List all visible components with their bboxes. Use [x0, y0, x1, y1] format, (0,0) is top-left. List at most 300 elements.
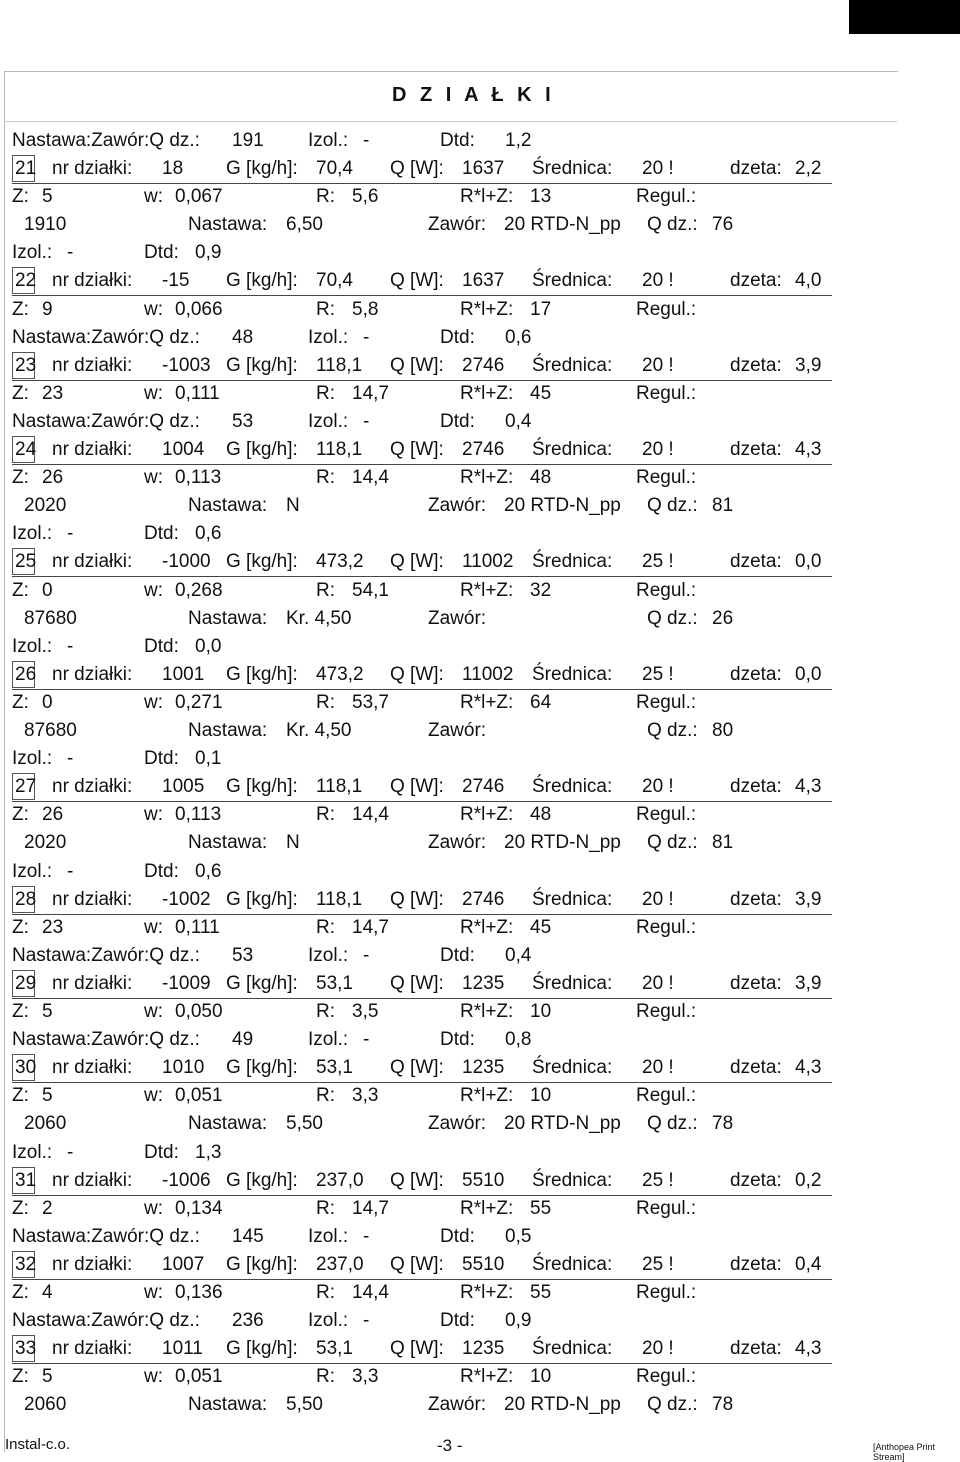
dzeta-label: dzeta:	[730, 664, 782, 685]
plot-header-line	[12, 970, 832, 999]
dzeta-label: dzeta:	[730, 270, 782, 291]
g-value: 70,4	[316, 270, 353, 291]
dtd-label: Dtd:	[440, 945, 475, 966]
footer-page-number: -3 -	[437, 1436, 463, 1455]
w-value: 0,067	[175, 186, 223, 207]
rlz-value: 55	[530, 1198, 552, 1219]
plot-insulation-line	[12, 239, 832, 267]
dzeta-label: dzeta:	[730, 1338, 782, 1359]
r-value: 3,5	[352, 1001, 379, 1022]
q-label: Q [W]:	[390, 776, 444, 797]
page-title: D Z I A Ł K I	[392, 84, 555, 106]
z-value: 0	[42, 692, 53, 713]
plot-number-box: 28	[12, 886, 35, 913]
qdz-value: 78	[712, 1394, 734, 1415]
r-value: 14,4	[352, 804, 389, 825]
dzeta-value: 3,9	[795, 973, 822, 994]
zawor-value: 20 RTD-N_pp	[504, 495, 621, 516]
w-label: w:	[144, 1366, 163, 1387]
plot-number-box: 23	[12, 352, 35, 379]
nr-value: 1010	[162, 1057, 205, 1078]
w-value: 0,113	[175, 467, 222, 488]
r-value: 3,3	[352, 1366, 379, 1387]
rlz-label: R*l+Z:	[460, 1001, 514, 1022]
srednica-label: Średnica:	[532, 551, 613, 572]
izol-value: -	[67, 748, 74, 769]
nastawa-label: Nastawa:	[188, 214, 268, 235]
qdz-label: Q dz.:	[647, 214, 698, 235]
rlz-value: 10	[530, 1001, 552, 1022]
izol-label: Izol.:	[308, 130, 349, 151]
g-label: G [kg/h]:	[226, 664, 298, 685]
plot-header-line	[12, 1167, 832, 1196]
qdz-value: 26	[712, 608, 734, 629]
z-label: Z:	[12, 467, 29, 488]
nastawa-label: Nastawa:	[188, 1394, 268, 1415]
z-value: 2	[42, 1198, 53, 1219]
nr-value: 1005	[162, 776, 205, 797]
zawor-label: Zawór:	[428, 495, 487, 516]
r-label: R:	[316, 383, 335, 404]
w-value: 0,134	[175, 1198, 223, 1219]
g-label: G [kg/h]:	[226, 158, 298, 179]
zawor-label: Zawór:	[428, 1113, 487, 1134]
q-value: 1235	[462, 1057, 505, 1078]
regul-label: Regul.:	[636, 580, 697, 601]
dtd-value: 1,2	[505, 130, 532, 151]
dtd-value: 0,4	[505, 411, 532, 432]
nr-value: 1011	[162, 1338, 203, 1359]
g-label: G [kg/h]:	[226, 270, 298, 291]
plot-header-line	[12, 436, 832, 465]
w-label: w:	[144, 804, 163, 825]
izol-value: -	[363, 1029, 370, 1050]
regul-label: Regul.:	[636, 467, 697, 488]
izol-value: -	[67, 242, 74, 263]
qdz-value: 236	[232, 1310, 264, 1331]
q-value: 11002	[462, 664, 514, 685]
nr-label: nr działki:	[52, 1338, 133, 1359]
g-value: 473,2	[316, 664, 364, 685]
dzeta-label: dzeta:	[730, 776, 782, 797]
rlz-label: R*l+Z:	[460, 1085, 514, 1106]
rlz-value: 10	[530, 1085, 552, 1106]
dzeta-value: 0,4	[795, 1254, 822, 1275]
plot-params-line	[12, 577, 832, 605]
regul-value: 2060	[24, 1113, 67, 1134]
z-value: 0	[42, 580, 53, 601]
srednica-label: Średnica:	[532, 973, 613, 994]
qdz-label: Q dz.:	[647, 720, 698, 741]
dtd-value: 0,0	[195, 636, 222, 657]
rlz-value: 17	[530, 299, 552, 320]
regul-value: 87680	[24, 720, 77, 741]
plot-number-box: 31	[12, 1167, 35, 1194]
w-label: w:	[144, 383, 163, 404]
dtd-label: Dtd:	[440, 411, 475, 432]
srednica-value: 20 !	[642, 973, 674, 994]
plot-summary-line	[12, 942, 832, 970]
plot-valve-line	[12, 1391, 832, 1419]
q-label: Q [W]:	[390, 551, 444, 572]
g-value: 237,0	[316, 1254, 364, 1275]
rlz-label: R*l+Z:	[460, 580, 514, 601]
z-value: 4	[42, 1282, 53, 1303]
r-value: 3,3	[352, 1085, 379, 1106]
r-value: 54,1	[352, 580, 389, 601]
plot-params-line	[12, 1195, 832, 1223]
plot-summary-line	[12, 1307, 832, 1335]
srednica-label: Średnica:	[532, 439, 613, 460]
dtd-label: Dtd:	[440, 1029, 475, 1050]
plot-summary-line	[12, 1223, 832, 1251]
nr-label: nr działki:	[52, 355, 133, 376]
rlz-label: R*l+Z:	[460, 1282, 514, 1303]
r-label: R:	[316, 1085, 335, 1106]
plot-header-line	[12, 352, 832, 381]
dtd-label: Dtd:	[440, 1226, 475, 1247]
plot-params-line	[12, 183, 832, 211]
rlz-label: R*l+Z:	[460, 467, 514, 488]
srednica-label: Średnica:	[532, 158, 613, 179]
g-value: 70,4	[316, 158, 353, 179]
nastawa-value: N	[286, 495, 300, 516]
z-value: 23	[42, 917, 64, 938]
nastawa-label: Nastawa:	[188, 608, 268, 629]
dzeta-value: 4,3	[795, 1338, 822, 1359]
plot-summary-line	[12, 408, 832, 436]
r-value: 14,4	[352, 1282, 389, 1303]
q-label: Q [W]:	[390, 270, 444, 291]
regul-label: Regul.:	[636, 1366, 697, 1387]
g-value: 118,1	[316, 776, 363, 797]
rlz-value: 13	[530, 186, 552, 207]
dzeta-value: 0,2	[795, 1170, 822, 1191]
dtd-label: Dtd:	[440, 130, 475, 151]
dtd-label: Dtd:	[440, 327, 475, 348]
srednica-value: 20 !	[642, 1057, 674, 1078]
izol-value: -	[67, 861, 74, 882]
plot-summary-line	[12, 324, 832, 352]
dtd-label: Dtd:	[440, 1310, 475, 1331]
nastawa-value: Kr. 4,50	[286, 608, 352, 629]
dtd-value: 0,8	[505, 1029, 532, 1050]
dtd-label: Dtd:	[144, 242, 179, 263]
dzeta-label: dzeta:	[730, 551, 782, 572]
qdz-value: 53	[232, 411, 254, 432]
plot-header-line	[12, 548, 832, 577]
qdz-label: Q dz.:	[647, 832, 698, 853]
regul-label: Regul.:	[636, 1085, 697, 1106]
rlz-label: R*l+Z:	[460, 186, 514, 207]
srednica-label: Średnica:	[532, 1338, 613, 1359]
r-label: R:	[316, 580, 335, 601]
g-label: G [kg/h]:	[226, 439, 298, 460]
z-label: Z:	[12, 1282, 29, 1303]
z-label: Z:	[12, 917, 29, 938]
rlz-label: R*l+Z:	[460, 1366, 514, 1387]
plot-header-line	[12, 661, 832, 690]
plot-params-line	[12, 689, 832, 717]
w-label: w:	[144, 186, 163, 207]
regul-label: Regul.:	[636, 383, 697, 404]
r-label: R:	[316, 186, 335, 207]
z-value: 5	[42, 1085, 53, 1106]
regul-label: Regul.:	[636, 299, 697, 320]
g-label: G [kg/h]:	[226, 355, 298, 376]
izol-label: Izol.:	[12, 636, 53, 657]
footer-company: Instal-c.o.	[5, 1436, 71, 1453]
w-label: w:	[144, 467, 163, 488]
srednica-label: Średnica:	[532, 664, 613, 685]
r-value: 14,7	[352, 1198, 389, 1219]
plot-number-box: 30	[12, 1054, 35, 1081]
g-label: G [kg/h]:	[226, 1338, 298, 1359]
z-label: Z:	[12, 299, 29, 320]
srednica-label: Średnica:	[532, 889, 613, 910]
r-value: 14,7	[352, 383, 389, 404]
r-value: 14,7	[352, 917, 389, 938]
qdz-label: Q dz.:	[647, 1113, 698, 1134]
dtd-value: 0,6	[195, 523, 222, 544]
rlz-value: 45	[530, 383, 552, 404]
srednica-label: Średnica:	[532, 776, 613, 797]
plot-number-box: 22	[12, 267, 35, 294]
z-label: Z:	[12, 1001, 29, 1022]
plot-number-box: 21	[12, 155, 35, 182]
zawor-value: 20 RTD-N_pp	[504, 214, 621, 235]
nr-label: nr działki:	[52, 270, 133, 291]
z-value: 23	[42, 383, 64, 404]
nr-value: -1009	[162, 973, 211, 994]
nastawa-value: 5,50	[286, 1394, 323, 1415]
dzeta-label: dzeta:	[730, 439, 782, 460]
qdz-value: 48	[232, 327, 254, 348]
nr-label: nr działki:	[52, 551, 133, 572]
plot-insulation-line	[12, 1139, 832, 1167]
rlz-label: R*l+Z:	[460, 804, 514, 825]
g-value: 118,1	[316, 355, 363, 376]
r-value: 53,7	[352, 692, 389, 713]
nastawa-value: 5,50	[286, 1113, 323, 1134]
dzeta-label: dzeta:	[730, 1170, 782, 1191]
srednica-value: 20 !	[642, 889, 674, 910]
dzeta-label: dzeta:	[730, 1057, 782, 1078]
plot-insulation-line	[12, 520, 832, 548]
plot-summary-line	[12, 1026, 832, 1054]
dzeta-value: 2,2	[795, 158, 822, 179]
plot-header-line	[12, 773, 832, 802]
nr-label: nr działki:	[52, 1254, 133, 1275]
w-label: w:	[144, 917, 163, 938]
izol-value: -	[363, 327, 370, 348]
w-value: 0,111	[175, 917, 220, 938]
nastawa-value: Kr. 4,50	[286, 720, 352, 741]
izol-value: -	[363, 130, 370, 151]
q-label: Q [W]:	[390, 439, 444, 460]
nastawa-value: 6,50	[286, 214, 323, 235]
nzq-label: Nastawa:Zawór:Q dz.:	[12, 130, 200, 151]
z-value: 26	[42, 804, 64, 825]
w-value: 0,050	[175, 1001, 223, 1022]
nzq-label: Nastawa:Zawór:Q dz.:	[12, 1226, 200, 1247]
g-label: G [kg/h]:	[226, 973, 298, 994]
q-label: Q [W]:	[390, 664, 444, 685]
zawor-label: Zawór:	[428, 214, 487, 235]
srednica-value: 20 !	[642, 776, 674, 797]
zawor-label: Zawór:	[428, 1394, 487, 1415]
plot-number-box: 33	[12, 1335, 35, 1362]
rlz-label: R*l+Z:	[460, 692, 514, 713]
srednica-label: Średnica:	[532, 1057, 613, 1078]
izol-label: Izol.:	[12, 748, 53, 769]
qdz-label: Q dz.:	[647, 1394, 698, 1415]
q-value: 11002	[462, 551, 514, 572]
z-value: 9	[42, 299, 53, 320]
plot-params-line	[12, 380, 832, 408]
q-value: 1637	[462, 270, 505, 291]
plot-header-line	[12, 1335, 832, 1364]
izol-label: Izol.:	[12, 523, 53, 544]
dzeta-value: 3,9	[795, 889, 822, 910]
r-value: 5,8	[352, 299, 379, 320]
qdz-value: 76	[712, 214, 734, 235]
izol-label: Izol.:	[308, 411, 349, 432]
regul-label: Regul.:	[636, 692, 697, 713]
nr-label: nr działki:	[52, 664, 133, 685]
nastawa-label: Nastawa:	[188, 832, 268, 853]
nr-value: 1007	[162, 1254, 205, 1275]
dtd-value: 0,9	[505, 1310, 532, 1331]
nzq-label: Nastawa:Zawór:Q dz.:	[12, 327, 200, 348]
q-label: Q [W]:	[390, 1057, 444, 1078]
regul-label: Regul.:	[636, 186, 697, 207]
plot-insulation-line	[12, 633, 832, 661]
q-value: 1637	[462, 158, 505, 179]
plot-number-box: 25	[12, 548, 35, 575]
rlz-label: R*l+Z:	[460, 299, 514, 320]
dtd-value: 0,6	[505, 327, 532, 348]
regul-value: 2020	[24, 832, 67, 853]
r-label: R:	[316, 467, 335, 488]
nzq-label: Nastawa:Zawór:Q dz.:	[12, 1310, 200, 1331]
nastawa-label: Nastawa:	[188, 495, 268, 516]
izol-value: -	[67, 523, 74, 544]
q-value: 2746	[462, 355, 505, 376]
z-label: Z:	[12, 692, 29, 713]
dtd-value: 0,9	[195, 242, 222, 263]
footer-print-stream: [Anthopea Print Stream]	[873, 1442, 936, 1462]
izol-value: -	[67, 1142, 74, 1163]
w-value: 0,271	[175, 692, 223, 713]
srednica-value: 25 !	[642, 551, 674, 572]
plot-params-line	[12, 1082, 832, 1110]
nastawa-label: Nastawa:	[188, 1113, 268, 1134]
zawor-label: Zawór:	[428, 832, 487, 853]
z-label: Z:	[12, 1366, 29, 1387]
srednica-value: 25 !	[642, 664, 674, 685]
dzeta-label: dzeta:	[730, 355, 782, 376]
srednica-value: 20 !	[642, 158, 674, 179]
w-value: 0,136	[175, 1282, 223, 1303]
w-label: w:	[144, 1085, 163, 1106]
plot-params-line	[12, 296, 832, 324]
plot-number-box: 29	[12, 970, 35, 997]
rlz-value: 64	[530, 692, 552, 713]
srednica-value: 20 !	[642, 439, 674, 460]
q-label: Q [W]:	[390, 889, 444, 910]
srednica-label: Średnica:	[532, 355, 613, 376]
w-label: w:	[144, 580, 163, 601]
g-value: 118,1	[316, 889, 363, 910]
plot-number-box: 26	[12, 661, 35, 688]
regul-label: Regul.:	[636, 1001, 697, 1022]
zawor-label: Zawór:	[428, 720, 487, 741]
nr-label: nr działki:	[52, 1057, 133, 1078]
zawor-value: 20 RTD-N_pp	[504, 832, 621, 853]
r-label: R:	[316, 1282, 335, 1303]
izol-label: Izol.:	[308, 945, 349, 966]
r-value: 5,6	[352, 186, 379, 207]
r-label: R:	[316, 804, 335, 825]
plot-insulation-line	[12, 858, 832, 886]
dzeta-value: 4,3	[795, 439, 822, 460]
q-label: Q [W]:	[390, 158, 444, 179]
rlz-value: 48	[530, 804, 552, 825]
srednica-value: 25 !	[642, 1170, 674, 1191]
plot-header-line	[12, 155, 832, 184]
izol-value: -	[363, 945, 370, 966]
z-label: Z:	[12, 186, 29, 207]
dtd-value: 0,1	[195, 748, 222, 769]
dtd-label: Dtd:	[144, 748, 179, 769]
plot-valve-line	[12, 1110, 832, 1138]
g-label: G [kg/h]:	[226, 551, 298, 572]
q-label: Q [W]:	[390, 1338, 444, 1359]
regul-value: 87680	[24, 608, 77, 629]
dzeta-value: 4,3	[795, 776, 822, 797]
qdz-value: 78	[712, 1113, 734, 1134]
izol-label: Izol.:	[12, 1142, 53, 1163]
g-value: 53,1	[316, 973, 353, 994]
izol-value: -	[363, 1310, 370, 1331]
q-value: 1235	[462, 973, 505, 994]
z-value: 5	[42, 1366, 53, 1387]
srednica-value: 20 !	[642, 270, 674, 291]
nzq-label: Nastawa:Zawór:Q dz.:	[12, 945, 200, 966]
dtd-label: Dtd:	[144, 523, 179, 544]
dtd-label: Dtd:	[144, 636, 179, 657]
nr-value: 1004	[162, 439, 205, 460]
r-label: R:	[316, 692, 335, 713]
regul-value: 1910	[24, 214, 67, 235]
izol-value: -	[67, 636, 74, 657]
g-value: 473,2	[316, 551, 364, 572]
dzeta-value: 0,0	[795, 664, 822, 685]
top-summary-line	[12, 127, 832, 155]
plot-valve-line	[12, 717, 832, 745]
r-label: R:	[316, 1366, 335, 1387]
plot-header-line	[12, 1251, 832, 1280]
w-value: 0,113	[175, 804, 222, 825]
plot-params-line	[12, 1279, 832, 1307]
zawor-value: 20 RTD-N_pp	[504, 1113, 621, 1134]
z-value: 5	[42, 186, 53, 207]
z-value: 26	[42, 467, 64, 488]
q-value: 1235	[462, 1338, 505, 1359]
plot-number-box: 24	[12, 436, 35, 463]
izol-label: Izol.:	[12, 861, 53, 882]
